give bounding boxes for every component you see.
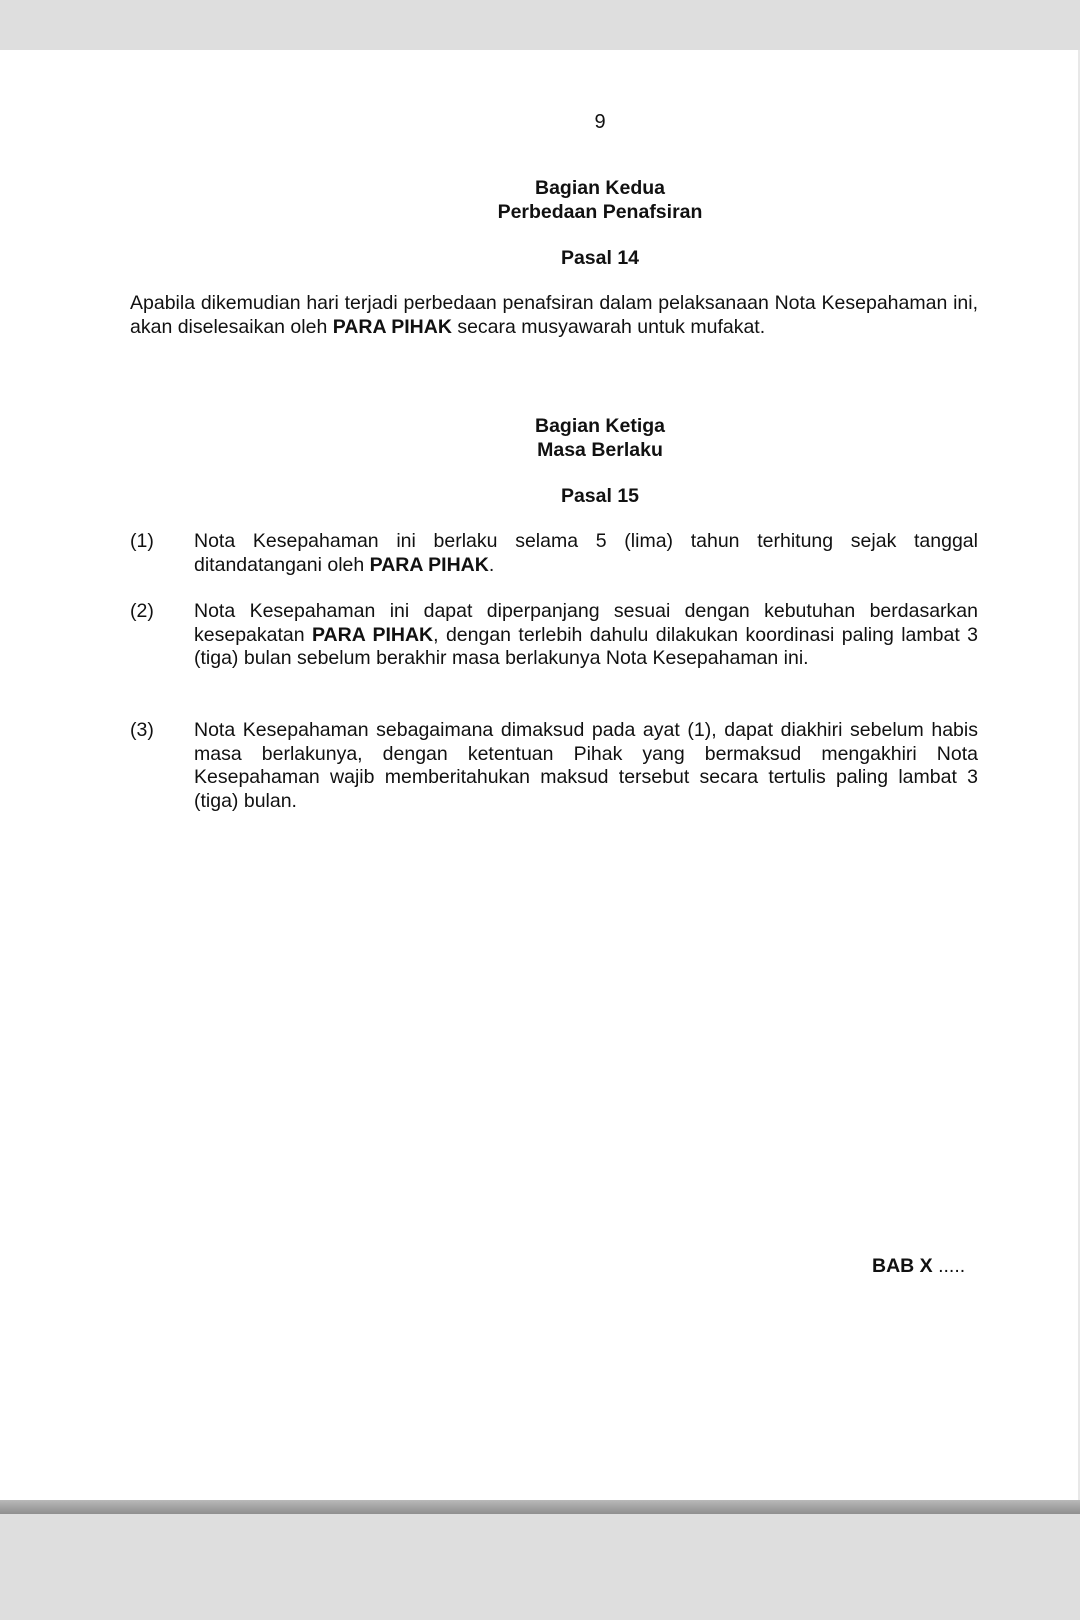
article-15-label: Pasal 15 xyxy=(560,485,640,507)
next-chapter-reference xyxy=(872,1255,965,1279)
section-three-heading xyxy=(176,414,1024,462)
document-page xyxy=(0,50,1080,1514)
section-three-part: Bagian Ketiga xyxy=(534,415,666,437)
item-text: Nota Kesepahaman sebagaimana dimaksud pada ayat (1), dapat diakhiri sebelum habis masa berlakunya, dengan ketentuan Pihak yang bermaksud mengakhiri Nota Kesepahaman wajib memberitahukan maksud tersebut secara tertulis paling lambat 3 (tiga) bulan. xyxy=(194,719,978,812)
item-text-after: . xyxy=(488,553,495,576)
section-two-title: Perbedaan Penafsiran xyxy=(497,201,703,223)
item-text xyxy=(194,530,978,577)
article-14-party-bold: PARA PIHAK xyxy=(332,315,452,338)
item-number: (3) xyxy=(130,719,154,741)
next-chapter-label: BAB X xyxy=(872,1255,933,1277)
item-text-before: Nota Kesepahaman ini dapat diperpanjang sesuai dengan kebutuhan berdasarkan kesepakatan xyxy=(194,600,978,646)
article-14-paragraph xyxy=(130,292,978,339)
page-number: 9 xyxy=(594,111,606,133)
item-text xyxy=(194,600,978,671)
section-three-title: Masa Berlaku xyxy=(537,439,663,461)
article-14-heading xyxy=(176,246,1024,270)
item-party-bold: PARA PIHAK xyxy=(369,553,489,576)
page-bottom-edge xyxy=(0,1500,1080,1514)
article-14-text-after: secara musyawarah untuk mufakat. xyxy=(451,315,766,338)
section-two-heading xyxy=(176,176,1024,224)
next-chapter-dots: ..... xyxy=(932,1255,966,1277)
article-14-text-before: Apabila dikemudian hari terjadi perbedaan penafsiran dalam pelaksanaan Nota Kesepahaman ini, akan diselesaikan oleh xyxy=(130,292,978,338)
item-party-bold: PARA PIHAK xyxy=(311,623,434,646)
item-number: (2) xyxy=(130,600,154,622)
article-14-label: Pasal 14 xyxy=(560,247,640,269)
item-text-before: Nota Kesepahaman ini berlaku selama 5 (lima) tahun terhitung sejak tanggal ditandatangani oleh xyxy=(194,530,978,576)
item-number: (1) xyxy=(130,530,154,552)
item-text-after: , dengan terlebih dahulu dilakukan koordinasi paling lambat 3 (tiga) bulan sebelum berakhir masa berlakunya Nota Kesepahaman ini. xyxy=(194,623,978,669)
section-two-part: Bagian Kedua xyxy=(534,177,666,199)
article-15-heading xyxy=(176,484,1024,508)
